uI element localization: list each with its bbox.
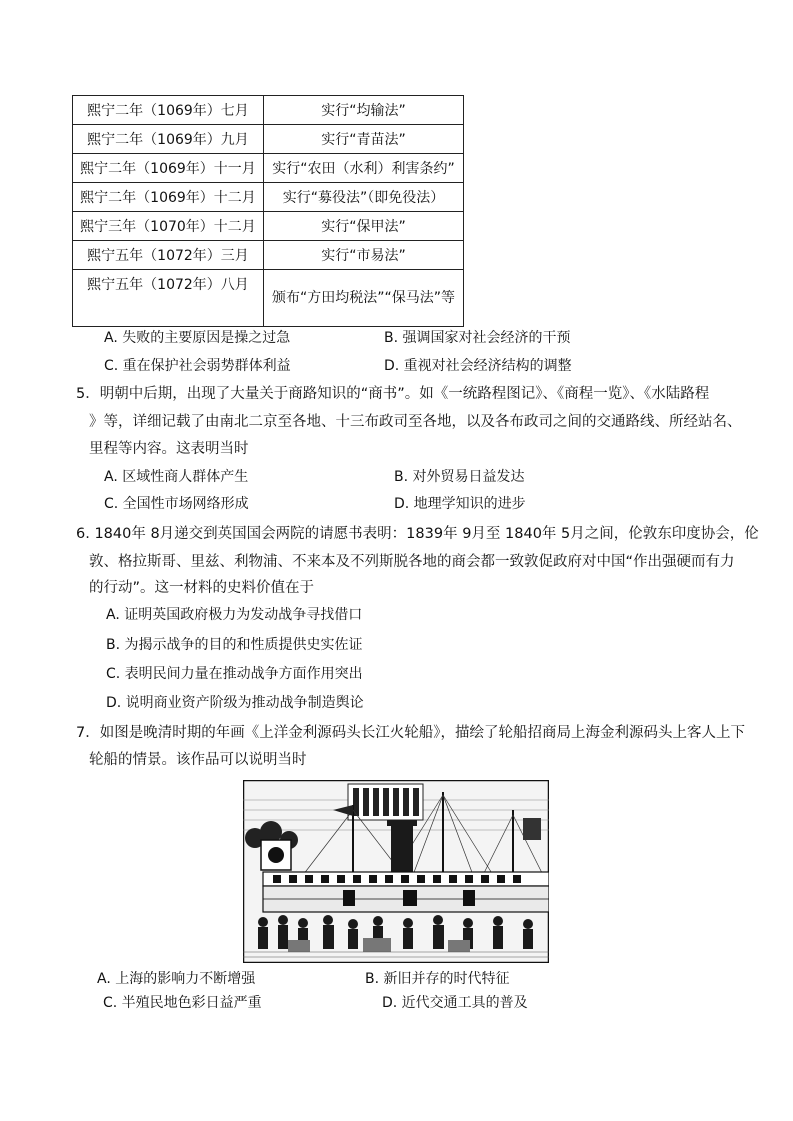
table-cell-time: 熙宁五年（1072年）三月 xyxy=(73,241,264,270)
q7-option-d[interactable]: D. 近代交通工具的普及 xyxy=(382,995,528,1011)
q6-stem-line-3: 的行动”。这一材料的史料价值在于 xyxy=(89,580,315,596)
table-row xyxy=(73,183,464,212)
table-cell-time: 熙宁三年（1070年）十二月 xyxy=(73,212,264,241)
table-cell-event: 实行“农田（水利）利害条约” xyxy=(264,154,464,183)
q7-option-b[interactable]: B. 新旧并存的时代特征 xyxy=(365,971,510,987)
q5-stem-line-3: 里程等内容。这表明当时 xyxy=(89,441,249,457)
q6-option-d[interactable]: D. 说明商业资产阶级为推动战争制造舆论 xyxy=(106,695,364,711)
table-row xyxy=(73,270,464,327)
q5-stem-line-1: 5．明朝中后期，出现了大量关于商路知识的“商书”。如《一统路程图记》、《商程一览》、《水陆路程 xyxy=(76,386,710,402)
table-cell-event: 实行“均输法” xyxy=(264,96,464,125)
q4-option-d[interactable]: D. 重视对社会经济结构的调整 xyxy=(384,358,572,374)
table-cell-time: 熙宁二年（1069年）七月 xyxy=(73,96,264,125)
table-cell-event: 实行“青苗法” xyxy=(264,125,464,154)
reform-table xyxy=(72,95,464,327)
table-cell-time: 熙宁五年（1072年）八月 xyxy=(73,270,264,327)
q6-stem-line-2: 敦、格拉斯哥、里兹、利物浦、不来本及不列斯脱各地的商会都一致敦促政府对中国“作出强硬而有力 xyxy=(89,554,735,570)
q5-option-b[interactable]: B. 对外贸易日益发达 xyxy=(394,469,525,485)
table-row xyxy=(73,154,464,183)
table-row xyxy=(73,241,464,270)
q4-option-c[interactable]: C. 重在保护社会弱势群体利益 xyxy=(104,358,291,374)
q6-stem-line-1: 6. 1840年 8月递交到英国国会两院的请愿书表明：1839年 9月至 1840年 5月之间，伦敦东印度协会，伦 xyxy=(76,526,759,542)
q6-option-c[interactable]: C. 表明民间力量在推动战争方面作用突出 xyxy=(106,666,363,682)
q7-stem-line-2: 轮船的情景。该作品可以说明当时 xyxy=(89,752,307,768)
q6-option-a[interactable]: A. 证明英国政府极力为发动战争寻找借口 xyxy=(106,607,363,623)
q7-option-c[interactable]: C. 半殖民地色彩日益严重 xyxy=(103,995,262,1011)
steamship-woodblock-picture xyxy=(243,780,549,963)
q5-option-c[interactable]: C. 全国性市场网络形成 xyxy=(104,496,249,512)
table-cell-event: 实行“募役法”（即免役法） xyxy=(264,183,464,212)
table-cell-event: 颁布“方田均税法”“保马法”等 xyxy=(264,270,464,327)
table-cell-time: 熙宁二年（1069年）九月 xyxy=(73,125,264,154)
table-row xyxy=(73,125,464,154)
table-cell-time: 熙宁二年（1069年）十一月 xyxy=(73,154,264,183)
q5-option-a[interactable]: A. 区域性商人群体产生 xyxy=(104,469,249,485)
q7-stem-line-1: 7．如图是晚清时期的年画《上洋金利源码头长江火轮船》，描绘了轮船招商局上海金利源码头上客人上下 xyxy=(76,725,745,741)
table-cell-event: 实行“保甲法” xyxy=(264,212,464,241)
table-cell-event: 实行“市易法” xyxy=(264,241,464,270)
q4-option-b[interactable]: B. 强调国家对社会经济的干预 xyxy=(384,330,571,346)
table-cell-time: 熙宁二年（1069年）十二月 xyxy=(73,183,264,212)
table-row xyxy=(73,96,464,125)
q5-stem-line-2: 》等，详细记载了由南北二京至各地、十三布政司至各地，以及各布政司之间的交通路线、所经站名、 xyxy=(89,414,742,430)
q7-option-a[interactable]: A. 上海的影响力不断增强 xyxy=(97,971,256,987)
q6-option-b[interactable]: B. 为揭示战争的目的和性质提供史实佐证 xyxy=(106,637,363,653)
table-row xyxy=(73,212,464,241)
q4-option-a[interactable]: A. 失败的主要原因是操之过急 xyxy=(104,330,291,346)
q5-option-d[interactable]: D. 地理学知识的进步 xyxy=(394,496,526,512)
